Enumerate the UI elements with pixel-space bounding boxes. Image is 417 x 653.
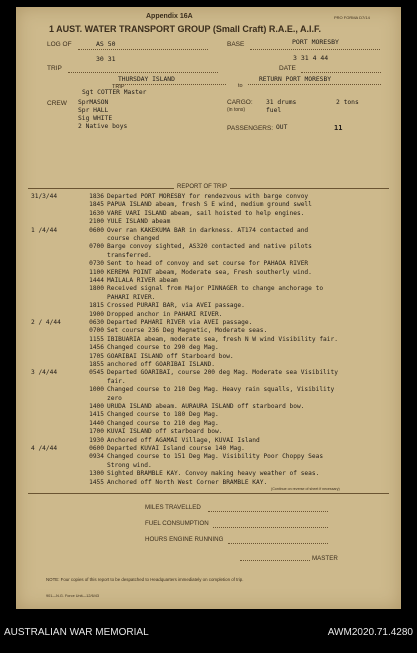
log-time: 0600	[89, 445, 104, 452]
archive-footer	[0, 612, 417, 653]
base-label: BASE	[227, 41, 245, 48]
crew-label: CREW	[47, 100, 67, 107]
log-text: KUVAI ISLAND off starboard bow.	[107, 428, 223, 436]
log-of-line	[78, 49, 208, 50]
log-time: 1415	[89, 411, 104, 419]
log-text: Departed PORT MORESBY for rendezvous with barge convoy	[107, 193, 309, 200]
miles-line	[208, 511, 328, 512]
log-time: 1815	[89, 302, 104, 310]
passengers-out: OUT	[276, 124, 288, 131]
log-text: MAILALA RIVER abeam	[107, 277, 178, 284]
master-label: MASTER	[312, 555, 338, 562]
log-text: Sent to head of convoy and set course for PAHAOA RIVER	[107, 260, 309, 268]
log-time: 1456	[89, 344, 104, 352]
continuation-note: (Continue on reverse of sheet if necessary)	[271, 487, 340, 491]
form-title: 1 AUST. WATER TRANSPORT GROUP (Small Craft) R.A.E., A.I.F.	[49, 24, 322, 34]
log-text: Over ran KAKEKUMA BAR in darkness. AT174 contacted and	[107, 226, 309, 234]
log-time: 1855	[89, 361, 104, 368]
log-text: zero	[107, 394, 122, 402]
trip-to-line	[248, 84, 381, 85]
log-time: 0730	[89, 260, 104, 268]
archive-name: AUSTRALIAN WAR MEMORIAL	[4, 627, 149, 638]
log-time: 1155	[89, 335, 104, 343]
despatch-note: NOTE: Four copies of this report to be despatched to Headquarters immediately on completion of trip.	[46, 577, 244, 582]
log-text: Changed course to 180 Deg Mag.	[107, 411, 219, 419]
log-text: Received signal from Major PINNAGER to change anchorage to	[107, 285, 324, 293]
log-date: 3 /4/44	[31, 369, 58, 377]
log-text: Crossed PURARI BAR, via AVEI passage.	[107, 302, 245, 310]
hours-label: HOURS ENGINE RUNNING	[145, 536, 224, 543]
form-number: PRO FORMA D7/14	[334, 15, 370, 20]
cargo-tons: 2 tons	[336, 99, 359, 106]
log-text: Barge convoy sighted, AS320 contacted and native pilots	[107, 243, 312, 251]
base-value: PORT MORESBY	[292, 38, 339, 46]
log-text: YULE ISLAND abeam	[107, 218, 171, 226]
log-time: 0700	[89, 243, 104, 251]
trip-from-value: THURSDAY ISLAND	[118, 76, 175, 83]
log-time: 0630	[89, 319, 104, 326]
log-entry	[16, 479, 401, 490]
log-of-value: AS 50	[96, 40, 116, 48]
to-label: to	[238, 83, 243, 89]
log-text: Anchored off North West Corner BRAMBLE KAY.	[107, 478, 268, 486]
date-line	[301, 72, 381, 73]
log-time: 1000	[89, 386, 104, 394]
log-text: IBIBUARIA abeam, moderate sea, fresh N W wind Visibility fair.	[107, 335, 338, 343]
passengers-count: 11	[334, 124, 343, 132]
crew-member-3: Sig WHITE	[78, 115, 113, 122]
log-text: Sighted BRAMBLE KAY. Convoy making heavy weather of seas.	[107, 470, 320, 478]
log-text: Changed course to 151 Deg Mag. Visibility Poor Choppy Seas	[107, 453, 324, 461]
log-time: 1100	[89, 268, 104, 276]
log-time: 0700	[89, 327, 104, 335]
log-time: 1705	[89, 352, 104, 360]
log-time: 1930	[89, 436, 104, 444]
log-text: anchored off GOARIBAI ISLAND.	[107, 361, 216, 368]
log-text: Changed course to 210 deg Mag.	[107, 419, 219, 427]
master-line: Sgt COTTER Master	[82, 89, 147, 96]
log-time: 1444	[89, 277, 104, 284]
log-text: Departed PAHARI RIVER via AVEI passage.	[107, 319, 253, 326]
log-text: Departed KUVAI Island course 140 Mag.	[107, 445, 245, 452]
log-text: KEREMA POINT abeam, Moderate sea, Fresh southerly wind.	[107, 268, 312, 276]
log-text: Departed GOARIBAI, course 200 deg Mag. Moderate sea Visibility	[107, 369, 338, 377]
log-time: 1440	[89, 419, 104, 427]
cargo-unit-label: (in tons)	[227, 107, 246, 113]
crew-member-2: Spr HALL	[78, 107, 109, 114]
log-date: 1 /4/44	[31, 226, 58, 234]
log-text: PAHARI RIVER.	[107, 293, 156, 301]
crew-member-1: SprMASON	[78, 99, 109, 106]
trip-to-value: RETURN PORT MORESBY	[259, 76, 332, 83]
log-time: 1455	[89, 478, 104, 486]
cargo-label: CARGO:	[227, 99, 253, 106]
log-text: VARE VARI ISLAND abeam, sail hoisted to help engines.	[107, 209, 305, 217]
trip-log	[16, 193, 401, 488]
log-time: 1630	[89, 209, 104, 217]
log-time: 1400	[89, 403, 104, 410]
log-time: 0600	[89, 226, 104, 234]
cargo-value: 31 drums fuel	[266, 99, 297, 114]
log-date: 4 /4/44	[31, 445, 58, 452]
log-text: fair.	[107, 377, 126, 385]
log-date: 2 / 4/44	[31, 319, 61, 326]
log-text: transferred.	[107, 251, 152, 259]
document-sheet	[16, 7, 401, 609]
fuel-line	[213, 527, 328, 528]
hours-line	[228, 543, 328, 544]
log-text: URUDA ISLAND abeam. AURAURA ISLAND off starboard bow.	[107, 403, 305, 410]
log-time: 1700	[89, 428, 104, 436]
fuel-label: FUEL CONSUMPTION	[145, 520, 209, 527]
base-line	[250, 49, 380, 50]
log-date: 31/3/44	[31, 193, 58, 200]
miles-label: MILES TRAVELLED	[145, 504, 201, 511]
master-sign-line	[240, 560, 310, 561]
log-text: Anchored off AGAMAI Village, KUVAI Island	[107, 436, 260, 444]
crew-member-4: 2 Native boys	[78, 123, 128, 130]
log-text: Changed course to 210 Deg Mag. Heavy rain squalls, Visibility	[107, 386, 335, 394]
report-bottom-rule	[28, 493, 389, 494]
passengers-label: PASSENGERS:	[227, 125, 274, 132]
trip-numbers: 30 31	[96, 55, 116, 63]
log-of-label: LOG OF	[47, 41, 72, 48]
log-time: 1845	[89, 201, 104, 209]
accession-number: AWM2020.71.4280	[327, 627, 413, 638]
log-time: 0545	[89, 369, 104, 377]
log-time: 1300	[89, 470, 104, 478]
trip-line	[68, 72, 218, 73]
log-text: Dropped anchor in PAHARI RIVER.	[107, 310, 223, 318]
log-text: Set course 236 Deg Magnetic, Moderate seas.	[107, 327, 268, 335]
appendix-label: Appendix 16A	[146, 13, 193, 20]
date-value: 3 31 4 44	[293, 54, 329, 62]
log-time: 1836	[89, 193, 104, 200]
report-header: REPORT OF TRIP	[174, 184, 230, 190]
log-time: 0934	[89, 453, 104, 461]
date-label: DATE	[279, 65, 296, 72]
trip-from-line	[116, 84, 226, 85]
log-text: PAPUA ISLAND abeam, fresh S E wind, medium ground swell	[107, 201, 312, 209]
log-text: Changed course to 290 deg Mag.	[107, 344, 219, 352]
log-text: Strong wind.	[107, 461, 152, 469]
trip-label: TRIP	[47, 65, 62, 72]
printer-imprint: 901—N.G. Force Unit—12/6/43	[46, 594, 99, 598]
log-time: 1900	[89, 310, 104, 318]
log-time: 2100	[89, 218, 104, 226]
log-time: 1800	[89, 285, 104, 293]
trip-from-label: TRIP	[112, 84, 125, 90]
log-text: GOARIBAI ISLAND off Starboard bow.	[107, 352, 234, 360]
log-text: course changed	[107, 235, 160, 242]
